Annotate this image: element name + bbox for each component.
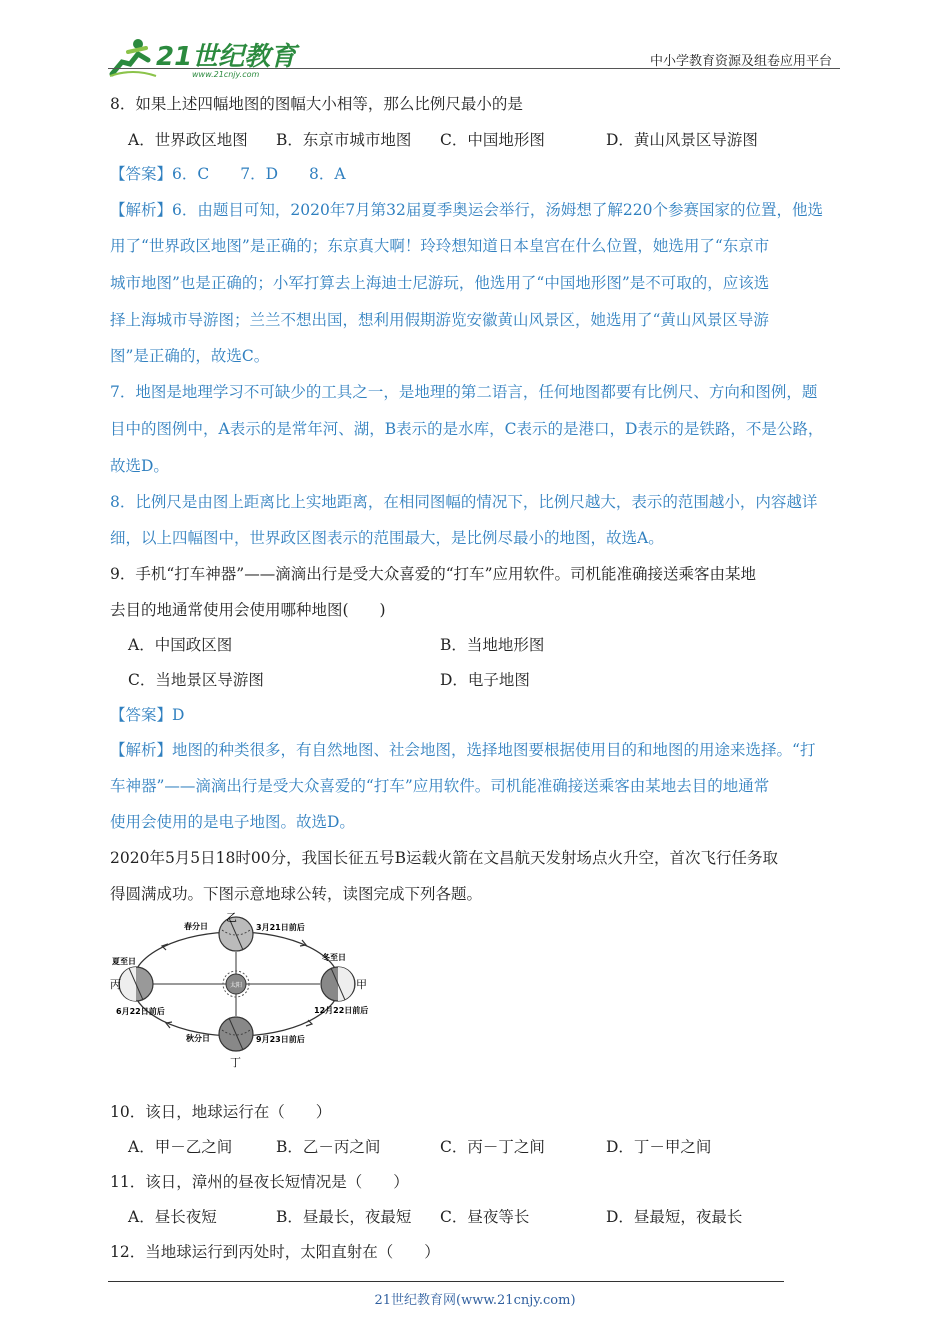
earth-jia-icon xyxy=(321,967,355,1001)
analysis-1-line-8: 故选D。 xyxy=(110,457,169,475)
label-jia: 甲 xyxy=(356,978,367,991)
analysis-1-line-2: 用了“世界政区地图”是正确的；东京真大啊！玲玲想知道日本皇宫在什么位置，她选用了“东京市 xyxy=(110,237,770,255)
q8-option-a: A．世界政区地图 xyxy=(128,131,248,149)
analysis-1-line-7: 目中的图例中，A表示的是常年河、湖，B表示的是水库，C表示的是港口，D表示的是铁路，不是公路， xyxy=(110,420,824,438)
orbit-arrow-icon xyxy=(162,944,168,950)
analysis-1-line-5: 图”是正确的，故选C。 xyxy=(110,347,270,365)
label-xiazhi: 夏至日 xyxy=(112,957,136,966)
footer-text: 21世纪教育网(www.21cnjy.com) xyxy=(374,1293,576,1308)
footer-divider xyxy=(108,1281,784,1282)
earth-ding-icon xyxy=(219,1017,253,1051)
earth-bing-icon xyxy=(119,967,153,1001)
answer-tag: 【答案】 xyxy=(110,706,173,724)
analysis-2-line-1 xyxy=(110,740,815,760)
logo-url: www.21cnjy.com xyxy=(192,70,260,79)
logo-text: 21世纪教育 xyxy=(156,42,297,72)
platform-title: 中小学教育资源及组卷应用平台 xyxy=(649,54,832,69)
label-dongzhi-date: 12月22日前后 xyxy=(314,1006,369,1015)
analysis-1-line-6: 7．地图是地理学习不可缺少的工具之一，是地理的第二语言，任何地图都要有比例尺、方向和图例，题 xyxy=(110,383,818,401)
analysis-2-line-2: 车神器”——滴滴出行是受大众喜爱的“打车”应用软件。司机能准确接送乘客由某地去目的地通常 xyxy=(110,777,770,795)
answer-tag: 【答案】 xyxy=(110,165,173,183)
label-qiufen-date: 9月23日前后 xyxy=(256,1035,305,1044)
q9-option-d: D．电子地图 xyxy=(440,671,530,689)
q10-option-d: D．丁－甲之间 xyxy=(606,1138,712,1156)
q8-stem: 8．如果上述四幅地图的图幅大小相等，那么比例尺最小的是 xyxy=(110,95,523,113)
label-qiufen: 秋分日 xyxy=(186,1034,210,1043)
analysis-1-line-10: 细，以上四幅图中，世界政区图表示的范围最大，是比例尽最小的地图，故选A。 xyxy=(110,529,664,547)
q10-stem: 10．该日，地球运行在（ ） xyxy=(110,1103,332,1121)
q9-option-c: C．当地景区导游图 xyxy=(128,671,264,689)
label-chunfen: 春分日 xyxy=(184,922,208,931)
q10-option-b: B．乙－丙之间 xyxy=(276,1138,381,1156)
q8-option-b: B．东京市城市地图 xyxy=(276,131,412,149)
analysis-text: 6．由题目可知，2020年7月第32届夏季奥运会举行，汤姆想了解220个参赛国家的位置，他选 xyxy=(172,201,823,219)
q11-option-c: C．昼夜等长 xyxy=(440,1208,530,1226)
analysis-1-line-9: 8．比例尺是由图上距离比上实地距离，在相同图幅的情况下，比例尺越大，表示的范围越小，内容越详 xyxy=(110,493,818,511)
label-ding: 丁 xyxy=(230,1056,241,1069)
label-bing: 丙 xyxy=(110,978,121,991)
label-xiazhi-date: 6月22日前后 xyxy=(116,1007,165,1016)
intro-line-2: 得圆满成功。下图示意地球公转，读图完成下列各题。 xyxy=(110,885,483,903)
q11-option-d: D．昼最短，夜最长 xyxy=(606,1208,743,1226)
q9-option-b: B．当地地形图 xyxy=(440,636,545,654)
q12-stem: 12．当地球运行到丙处时，太阳直射在（ ） xyxy=(110,1243,440,1261)
orbit-arrow-icon xyxy=(306,1020,312,1026)
q11-option-a: A．昼长夜短 xyxy=(128,1208,217,1226)
q8-option-c: C．中国地形图 xyxy=(440,131,545,149)
answer-text: 6．C 7．D 8．A xyxy=(172,165,346,183)
q10-option-a: A．甲－乙之间 xyxy=(128,1138,233,1156)
q9-stem-line-1: 9．手机“打车神器”——滴滴出行是受大众喜爱的“打车”应用软件。司机能准确接送乘客由某地 xyxy=(110,565,757,583)
analysis-1-line-3: 城市地图”也是正确的；小军打算去上海迪士尼游玩，他选用了“中国地形图”是不可取的，应该选 xyxy=(110,274,770,292)
label-chunfen-date: 3月21日前后 xyxy=(256,923,305,932)
label-yi: 乙 xyxy=(226,911,237,924)
intro-line-1: 2020年5月5日18时00分，我国长征五号B运载火箭在文昌航天发射场点火升空，首次飞行任务取 xyxy=(110,849,779,867)
analysis-text: 地图的种类很多，有自然地图、社会地图，选择地图要根据使用目的和地图的用途来选择。“打 xyxy=(172,741,816,759)
q9-stem-line-2: 去目的地通常使用会使用哪种地图( ) xyxy=(110,601,386,619)
analysis-tag: 【解析】 xyxy=(110,741,173,759)
q11-option-b: B．昼最长，夜最短 xyxy=(276,1208,412,1226)
analysis-1-line-1 xyxy=(110,200,823,220)
analysis-tag: 【解析】 xyxy=(110,201,173,219)
sun-label: 太阳 xyxy=(229,982,243,989)
analysis-2-line-3: 使用会使用的是电子地图。故选D。 xyxy=(110,813,355,831)
runner-logo-icon xyxy=(108,34,158,80)
q11-stem: 11．该日，漳州的昼夜长短情况是（ ） xyxy=(110,1173,409,1191)
answer-block-2 xyxy=(110,705,184,725)
earth-revolution-figure xyxy=(110,910,382,1070)
label-dongzhi: 冬至日 xyxy=(322,953,346,962)
q8-option-d: D．黄山风景区导游图 xyxy=(606,131,758,149)
answer-text: D xyxy=(172,706,185,724)
q9-option-a: A．中国政区图 xyxy=(128,636,233,654)
page-header xyxy=(108,34,840,80)
analysis-1-line-4: 择上海城市导游图；兰兰不想出国，想利用假期游览安徽黄山风景区，她选用了“黄山风景区导游 xyxy=(110,311,769,329)
orbit-diagram xyxy=(110,910,382,1070)
q10-option-c: C．丙－丁之间 xyxy=(440,1138,545,1156)
header-divider xyxy=(108,68,840,69)
answer-block-1 xyxy=(110,164,346,184)
logo xyxy=(108,34,308,80)
